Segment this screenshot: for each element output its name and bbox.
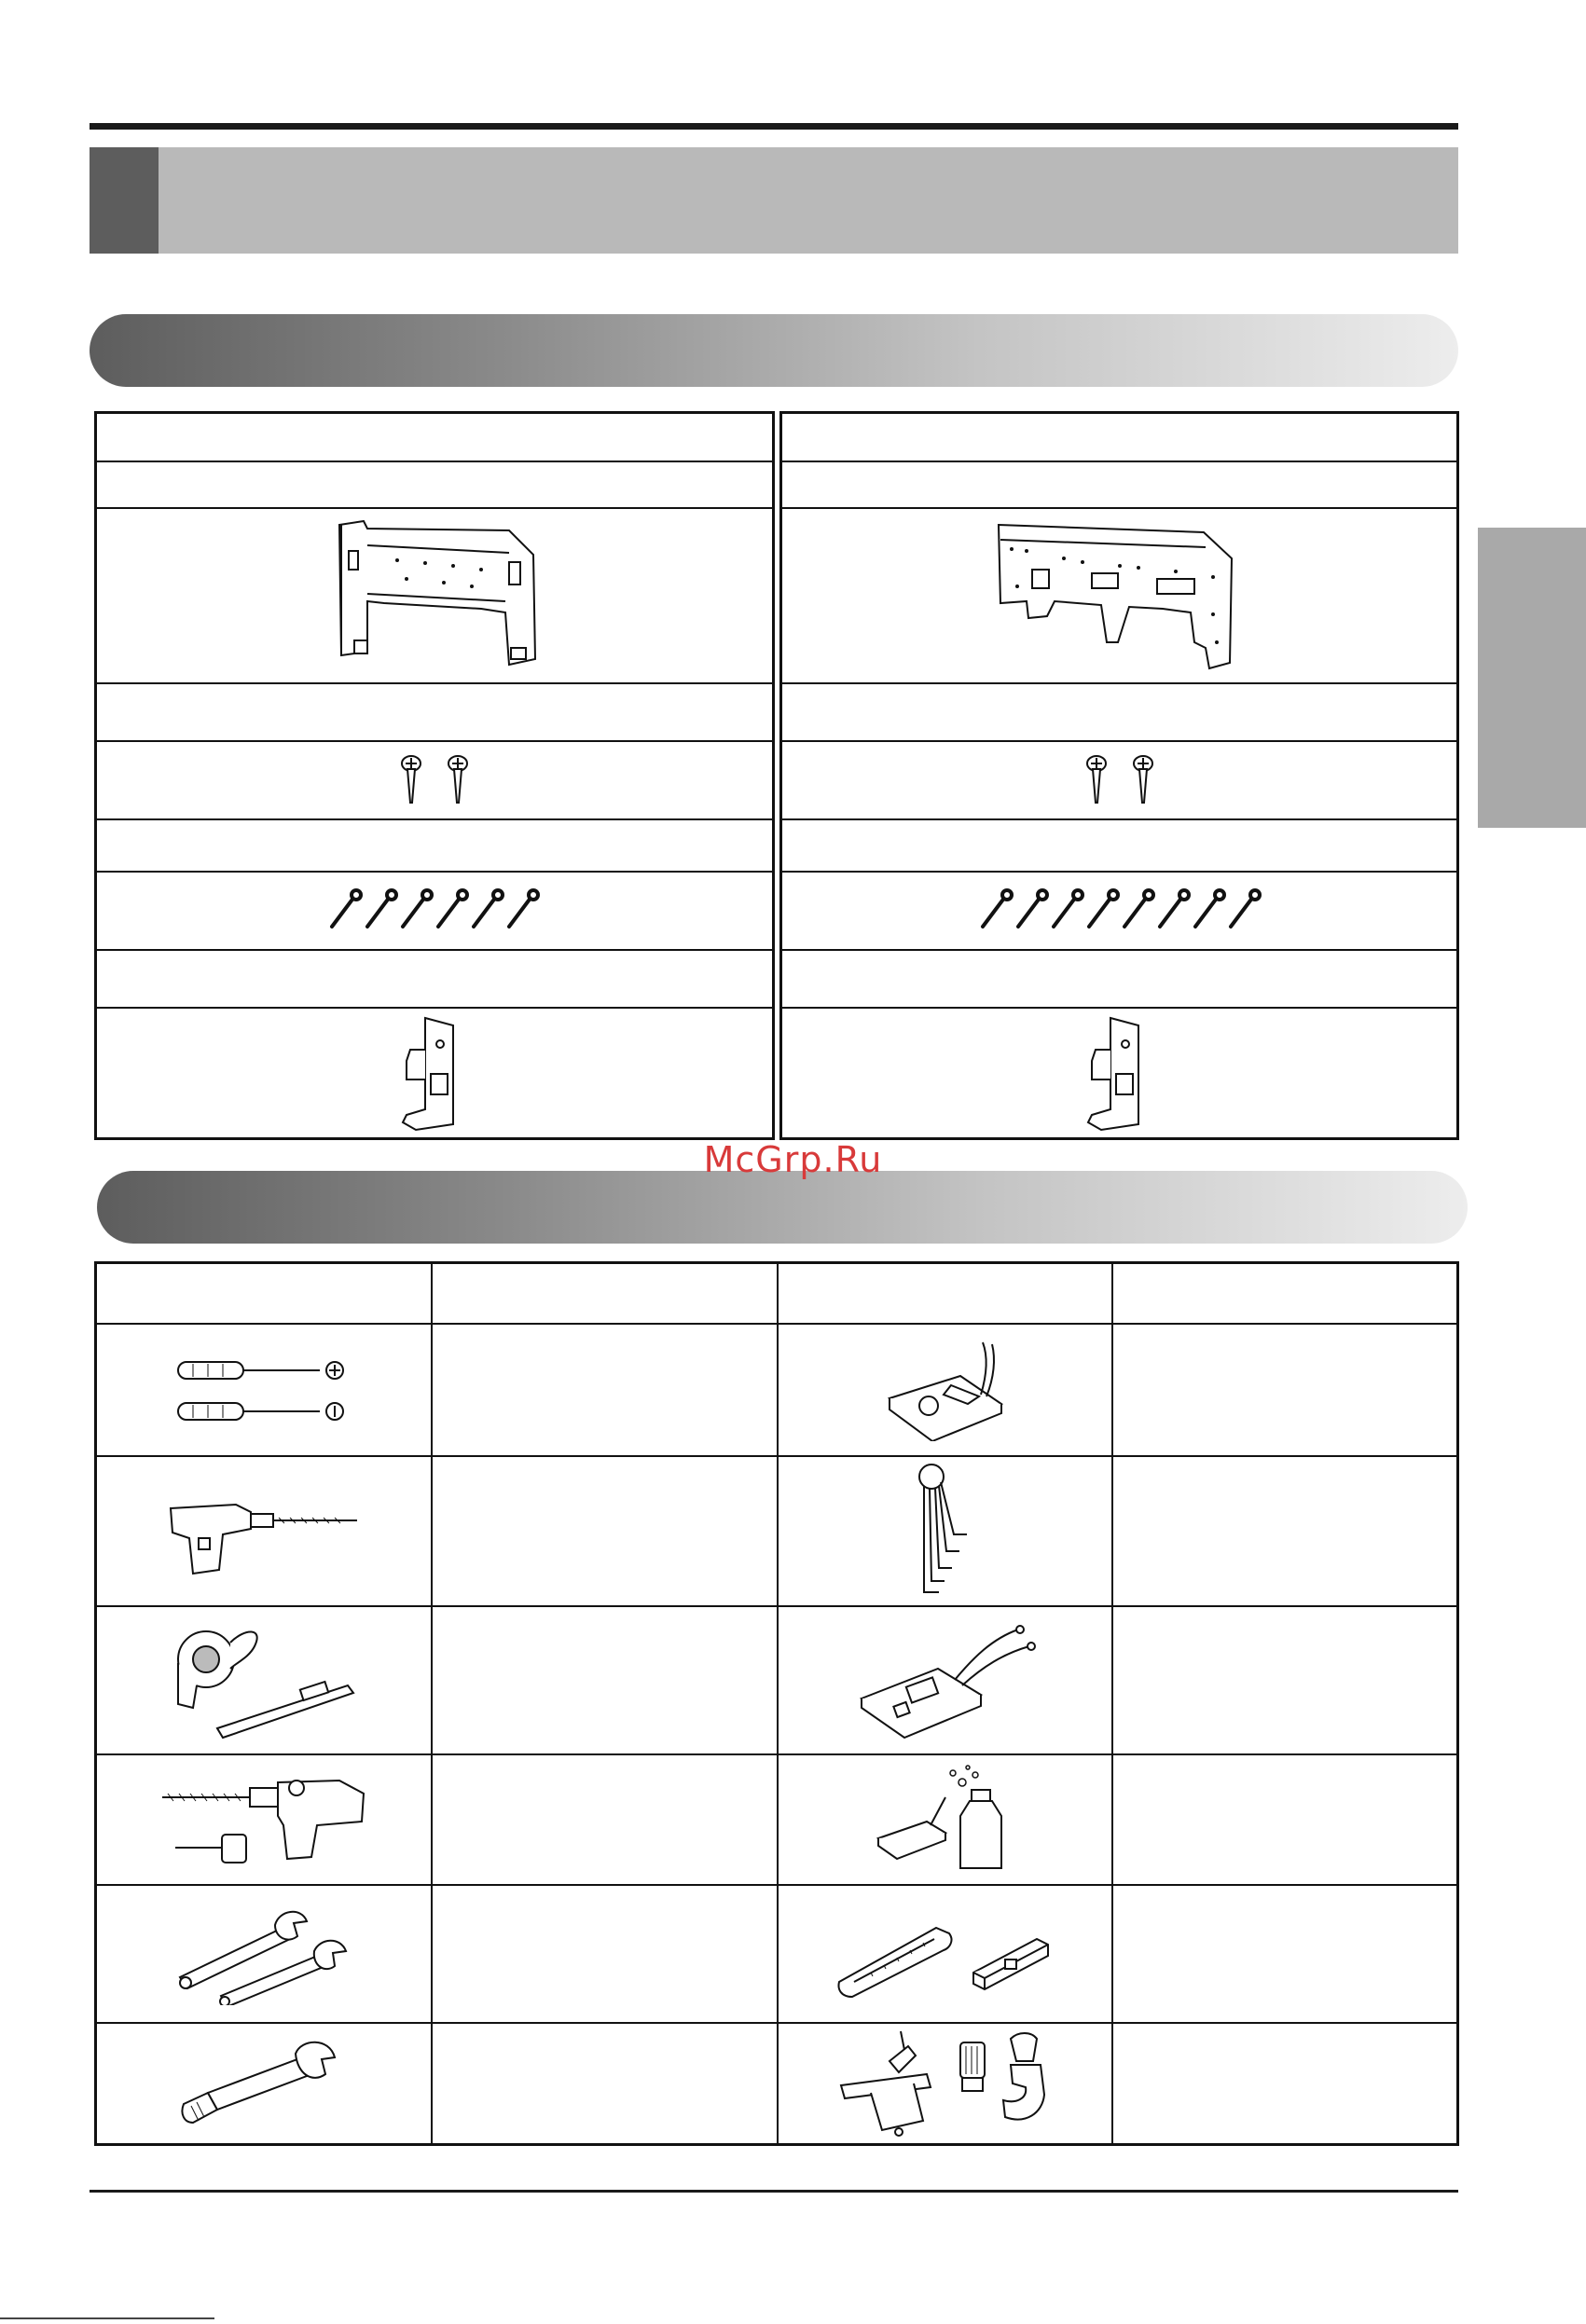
bottom-rule — [90, 2190, 1458, 2193]
parts-left-label-row-1 — [97, 462, 772, 509]
parts-right-label-row-4 — [782, 951, 1456, 1009]
tools-row-6-right-image — [779, 2024, 1111, 2143]
installation-plate-wide-icon — [989, 512, 1250, 680]
tools-row-4-right-name — [1113, 1755, 1456, 1884]
parts-left-label-row-2 — [97, 684, 772, 742]
tools-row-6-left-image — [97, 2024, 431, 2143]
parts-left-image-row-2 — [97, 742, 772, 820]
section-pill-parts — [90, 314, 1458, 387]
installation-plate-icon — [313, 512, 556, 680]
side-section-tab[interactable] — [1478, 528, 1586, 828]
tools-row-5-right-name — [1113, 1886, 1456, 2022]
pipe-holder-icon — [1073, 1012, 1166, 1134]
header-accent-block — [90, 147, 159, 254]
tools-row-2-right-image — [779, 1457, 1111, 1605]
parts-right-image-row-2 — [782, 742, 1456, 820]
parts-right-heading-row — [782, 414, 1456, 462]
bolts-6-icon — [323, 887, 546, 934]
tools-row-1-right-image — [779, 1325, 1111, 1455]
tools-table — [94, 1261, 1459, 2146]
pipe-holder-icon — [388, 1012, 481, 1134]
hole-core-drill-icon — [157, 1764, 371, 1876]
electric-drill-icon — [161, 1480, 366, 1583]
header-bar — [90, 147, 1458, 254]
tools-row-6-right-name — [1113, 2024, 1456, 2143]
parts-left-label-row-3 — [97, 820, 772, 873]
section-pill-tools — [97, 1171, 1468, 1244]
tools-row-4-left-name — [433, 1755, 777, 1884]
top-rule — [90, 123, 1458, 130]
screws-2-icon — [1078, 752, 1162, 808]
tools-row-5-left-name — [433, 1886, 777, 2022]
parts-left-image-row-3 — [97, 873, 772, 951]
thermometer-level-icon — [834, 1907, 1057, 2001]
tools-header-name-2 — [1113, 1264, 1456, 1323]
tools-row-5-left-image — [97, 1886, 431, 2022]
tools-row-4-left-image — [97, 1755, 431, 1884]
ammeter-icon — [852, 1620, 1039, 1741]
tools-row-5-right-image — [779, 1886, 1111, 2022]
parts-right-image-row-4 — [782, 1009, 1456, 1137]
gas-leak-detector-icon — [871, 1764, 1020, 1876]
parts-right-image-row-1 — [782, 509, 1456, 684]
tools-row-2-right-name — [1113, 1457, 1456, 1605]
parts-left-image-row-4 — [97, 1009, 772, 1137]
multimeter-icon — [871, 1339, 1020, 1441]
tape-measure-knife-icon — [161, 1620, 366, 1741]
screwdrivers-icon — [171, 1343, 357, 1437]
tools-row-2-left-image — [97, 1457, 431, 1605]
tools-header-tool-2 — [779, 1264, 1111, 1323]
parts-left-label-row-4 — [97, 951, 772, 1009]
tools-row-4-right-image — [779, 1755, 1111, 1884]
tools-row-3-left-name — [433, 1607, 777, 1753]
bolts-8-icon — [975, 887, 1264, 934]
screws-2-icon — [393, 752, 476, 808]
tools-row-1-right-name — [1113, 1325, 1456, 1455]
tools-row-6-left-name — [433, 2024, 777, 2143]
parts-right-label-row-3 — [782, 820, 1456, 873]
parts-table-left — [94, 411, 775, 1140]
parts-right-image-row-3 — [782, 873, 1456, 951]
parts-left-image-row-1 — [97, 509, 772, 684]
tools-row-1-left-image — [97, 1325, 431, 1455]
parts-right-label-row-2 — [782, 684, 1456, 742]
hex-keys-icon — [903, 1462, 987, 1602]
parts-left-heading-row — [97, 414, 772, 462]
tools-row-3-right-name — [1113, 1607, 1456, 1753]
spanners-icon — [171, 1903, 357, 2005]
parts-right-label-row-1 — [782, 462, 1456, 509]
torque-wrench-icon — [171, 2037, 357, 2130]
footer-line — [0, 2317, 214, 2319]
tools-header-tool — [97, 1264, 431, 1323]
flaring-tool-set-icon — [834, 2028, 1057, 2139]
tools-row-3-right-image — [779, 1607, 1111, 1753]
watermark-text: McGrp.Ru — [703, 1139, 883, 1180]
tools-row-2-left-name — [433, 1457, 777, 1605]
tools-header-name — [433, 1264, 777, 1323]
tools-row-3-left-image — [97, 1607, 431, 1753]
tools-row-1-left-name — [433, 1325, 777, 1455]
parts-table-right — [779, 411, 1459, 1140]
